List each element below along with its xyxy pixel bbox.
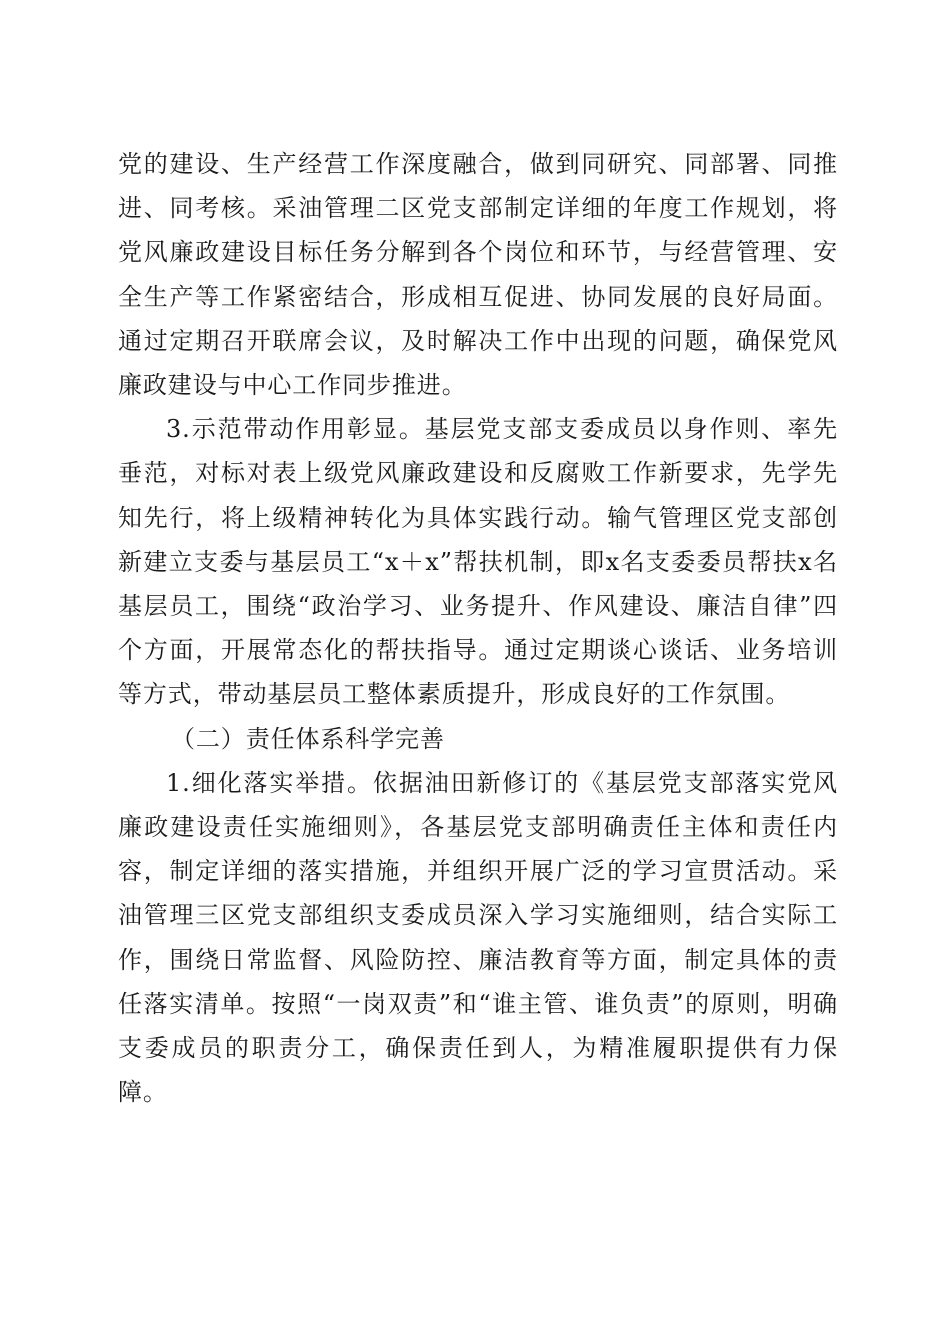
paragraph-refine-measures: 1.细化落实举措。依据油田新修订的《基层党支部落实党风廉政建设责任实施细则》，各基层党支部明确责任主体和责任内容，制定详细的落实措施，并组织开展广泛的学习宣贯活动。采油管理三区党支部组织支委成员深入学习实施细则，结合实际工作，围绕日常监督、风险防控、廉洁教育等方面，制定具体的责任落实清单。按照“一岗双责”和“谁主管、谁负责”的原则，明确支委成员的职责分工，确保责任到人，为精准履职提供有力保障。: [118, 768, 838, 1107]
section-heading-responsibility-system: （二）责任体系科学完善: [171, 724, 445, 753]
document-body: [118, 142, 838, 1114]
paragraph-continued: 党的建设、生产经营工作深度融合，做到同研究、同部署、同推进、同考核。采油管理二区党支部制定详细的年度工作规划，将党风廉政建设目标任务分解到各个岗位和环节，与经营管理、安全生产等工作紧密结合，形成相互促进、协同发展的良好局面。通过定期召开联席会议，及时解决工作中出现的问题，确保党风廉政建设与中心工作同步推进。: [118, 150, 838, 400]
paragraph-demonstration-role: 3.示范带动作用彰显。基层党支部支委成员以身作则、率先垂范，对标对表上级党风廉政建设和反腐败工作新要求，先学先知先行，将上级精神转化为具体实践行动。输气管理区党支部创新建立支委与基层员工“x＋x”帮扶机制，即x名支委委员帮扶x名基层员工，围绕“政治学习、业务提升、作风建设、廉洁自律”四个方面，开展常态化的帮扶指导。通过定期谈心谈话、业务培训等方式，带动基层员工整体素质提升，形成良好的工作氛围。: [118, 415, 838, 709]
